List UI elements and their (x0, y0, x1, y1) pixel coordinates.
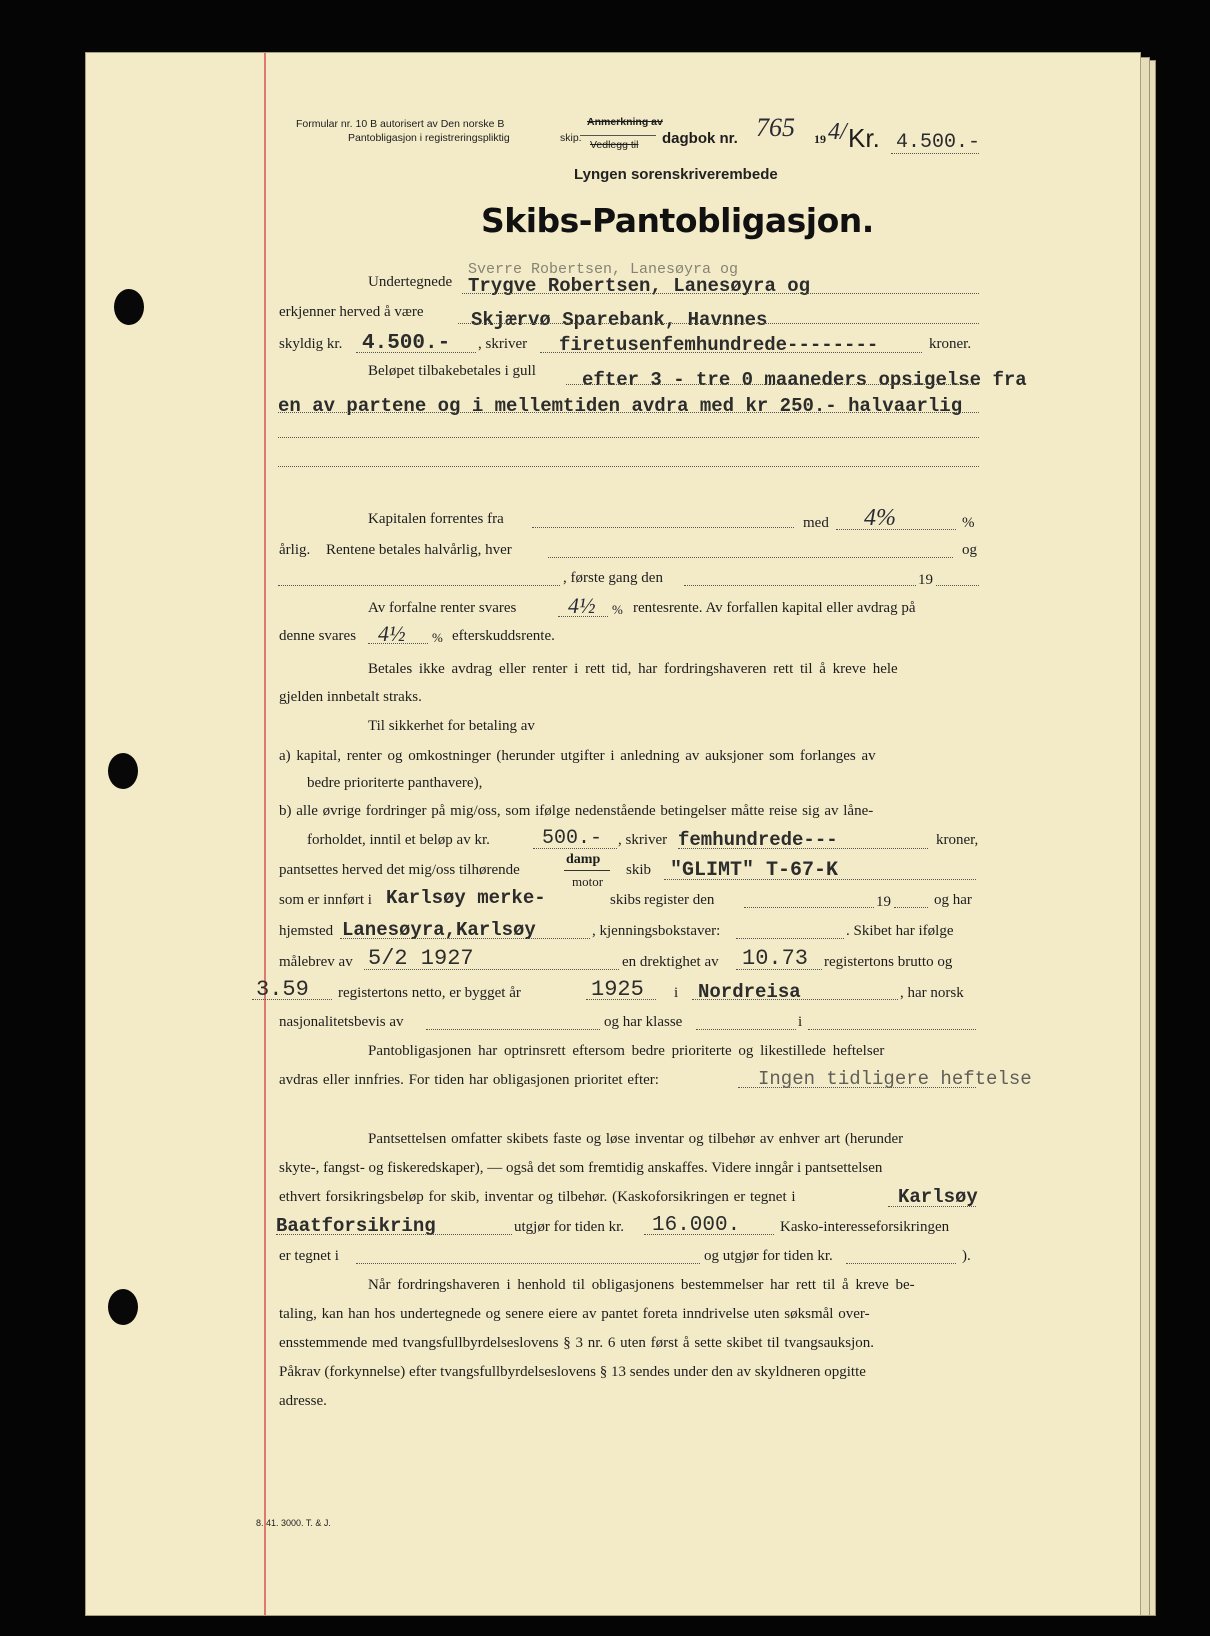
overdue-rate1-line (558, 616, 608, 617)
priority-value: Ingen tidligere heftelse (758, 1068, 1032, 1090)
vessel-register-date-line (744, 907, 874, 908)
security-b2-amount-line (533, 848, 617, 849)
dagbok-label: dagbok nr. (662, 130, 738, 147)
interest-og: og (962, 542, 977, 558)
vessel-hjemsted: Lanesøyra,Karlsøy (342, 919, 536, 941)
footer-print-code: 8. 41. 3000. T. & J. (256, 1518, 331, 1528)
vessel-drektighet-label: en drektighet av (622, 954, 719, 970)
security-b1: b) alle øvrige fordringer på mig/oss, som ifølge nedenstående betingelser måtte reise sig av låne- (279, 803, 874, 819)
dagbok-number: 765 (756, 113, 795, 142)
vessel-hjemsted-line (340, 938, 590, 939)
repayment-line1-rule (566, 384, 979, 385)
vessel-net: 3.59 (256, 977, 309, 1002)
vessel-malebrev-label: målebrev av (279, 954, 353, 970)
betales-line2: gjelden innbetalt straks. (279, 689, 422, 705)
security-intro: Til sikkerhet for betaling av (368, 718, 535, 734)
interest-from-line (532, 527, 794, 528)
punch-hole-bottom (108, 1289, 138, 1325)
priority-line1: Pantobligasjonen har optrinsrett eftersom bedre prioriterte og likestillede heftelser (368, 1043, 885, 1059)
vessel-skibet: . Skibet har ifølge (846, 923, 954, 939)
interest-rate-line (836, 529, 956, 530)
kr-label: Kr. (848, 123, 880, 153)
repayment-line2: en av partene og i mellemtiden avdra med kr 250.- halvaarlig (278, 395, 963, 417)
interest-year-line (936, 585, 979, 586)
overdue-rate2-line (368, 643, 428, 644)
interest-rate: 4% (864, 505, 896, 531)
interest-year: 19 (918, 572, 933, 588)
debt-skriver: , skriver (478, 336, 528, 352)
insurance-line5: er tegnet i (279, 1248, 339, 1264)
overdue-p2a: denne svares (279, 628, 357, 644)
year-suffix: 4/ (828, 119, 847, 145)
document-page (86, 53, 1140, 1615)
punch-hole-top (114, 289, 144, 325)
insurance-insurer1: Karlsøy (898, 1186, 978, 1208)
overdue-rate2: 4½ (378, 621, 406, 646)
debt-amount-line (356, 352, 476, 353)
security-b2-words-line (678, 848, 928, 849)
security-b2-words: femhundrede--- (678, 829, 838, 851)
punch-hole-middle (108, 753, 138, 789)
blank-line-2 (278, 466, 979, 467)
vessel-register-year-line (894, 907, 928, 908)
interest-forste: , første gang den (563, 570, 663, 586)
vessel-og-har: og har (934, 892, 972, 908)
enforcement-line2: taling, kan han hos undertegnede og senere eiere av pantet foreta inndrivelse uten søksmål over- (279, 1306, 870, 1322)
interest-pct: % (962, 515, 975, 531)
interest-med: med (803, 515, 829, 531)
repayment-label: Beløpet tilbakebetales i gull (368, 363, 536, 379)
overdue-p1a: Av forfalne renter svares (368, 600, 517, 616)
dagbok-underline (580, 135, 656, 136)
creditor-name: Skjærvø Sparebank, Havnnes (471, 309, 768, 331)
form-line2: Pantobligasjon i registreringspliktig (348, 132, 510, 144)
document-title: Skibs-Pantobligasjon. (481, 201, 874, 240)
vessel-built-year: 1925 (591, 977, 644, 1002)
security-b2-amount: 500.- (542, 827, 603, 850)
vessel-type-top: damp (566, 852, 601, 867)
vessel-malebrev-date: 5/2 1927 (368, 946, 474, 971)
vessel-i2: i (798, 1014, 803, 1030)
vessel-register-year: 19 (876, 894, 891, 910)
interest-renter-label: Rentene betales halvårlig, hver (326, 542, 512, 558)
vessel-hjemsted-label: hjemsted (279, 923, 334, 939)
overdue-p1b: % (612, 602, 623, 617)
interest-blank-line (278, 585, 560, 586)
creditor-label: erkjenner herved å være (279, 304, 424, 320)
vessel-name: "GLIMT" T-67-K (670, 859, 839, 882)
interest-hver-line (548, 557, 953, 558)
vessel-gross-line (736, 969, 822, 970)
vessel-har-norsk: , har norsk (900, 985, 964, 1001)
vessel-register-word: register den (644, 892, 715, 908)
vessel-klasse-place-line (808, 1029, 976, 1030)
vessel-skibs: skibs (610, 892, 641, 908)
debtor-line (462, 293, 979, 294)
debtor-name: Trygve Robertsen, Lanesøyra og (468, 275, 811, 297)
office-name: Lyngen sorenskriverembede (574, 166, 778, 183)
vessel-i: i (674, 985, 679, 1001)
vessel-klasse-line (696, 1029, 796, 1030)
security-b2-kroner: kroner, (936, 832, 979, 848)
security-a1: a) kapital, renter og omkostninger (herunder utgifter i anledning av auksjoner som forlanges av (279, 748, 876, 764)
insurance-insurer1-line (888, 1206, 976, 1207)
repayment-line1: efter 3 - tre 0 maaneders opsigelse fra (582, 369, 1027, 391)
vessel-og-har-klasse: og har klasse (604, 1014, 683, 1030)
vessel-nasjonalitet-line (426, 1029, 600, 1030)
insurance-amount: 16.000. (652, 1214, 741, 1237)
vessel-kjenning-label: , kjenningsbokstaver: (592, 923, 721, 939)
insurance-line2: skyte-, fangst- og fiskeredskaper), — også det som fremtidig anskaffes. Videre inngår i pantsettelsen (279, 1160, 883, 1176)
vessel-kjenning-line (736, 938, 844, 939)
vessel-name-line (664, 879, 976, 880)
insurance-line5b: og utgjør for tiden kr. (704, 1248, 833, 1264)
security-b2-label: forholdet, inntil et beløp av kr. (307, 832, 490, 848)
header-amount-line (891, 153, 979, 154)
vessel-nasjonalitet: nasjonalitetsbevis av (279, 1014, 404, 1030)
vessel-netto: registertons netto, er bygget år (338, 985, 521, 1001)
security-b2-skriver: , skriver (618, 832, 668, 848)
vedlegg-label: Vedlegg til (590, 139, 639, 151)
vessel-skib: skib (626, 862, 652, 878)
insurance-line3: ethvert forsikringsbeløp for skib, inventar og tilbehør. (Kaskoforsikringen er tegnet i (279, 1189, 796, 1205)
vessel-built-place: Nordreisa (698, 981, 801, 1003)
insurance-line5c: ). (962, 1248, 971, 1264)
vessel-registered-label: som er innført i (279, 892, 372, 908)
betales-line1: Betales ikke avdrag eller renter i rett tid, har fordringshaveren rett til å kreve hele (368, 661, 898, 677)
security-a2: bedre prioriterte panthavere), (307, 775, 483, 791)
enforcement-line1: Når fordringshaveren i henhold til obligasjonens bestemmelser har rett til å kreve be- (368, 1277, 915, 1293)
interest-arlig: årlig. (279, 542, 311, 558)
form-line1: Formular nr. 10 B autorisert av Den norske B (296, 118, 505, 130)
creditor-line (458, 323, 979, 324)
insurance-line4b: Kasko-interesseforsikringen (780, 1219, 950, 1235)
overdue-p1c: rentesrente. Av forfallen kapital eller avdrag på (633, 600, 916, 616)
form-line1-end: skip. (560, 132, 582, 144)
vessel-built-place-line (692, 999, 898, 1000)
blank-line-1 (278, 437, 979, 438)
margin-line (264, 53, 266, 1615)
anmerkning-label: Anmerkning av (587, 116, 663, 128)
insurance-insurer2: Baatforsikring (276, 1215, 436, 1237)
repayment-line2-rule (278, 412, 979, 413)
vessel-built-year-line (586, 999, 656, 1000)
overdue-p2c: efterskuddsrente. (452, 628, 555, 644)
insurance-utgjor-line (846, 1263, 956, 1264)
year-prefix: 19 (814, 132, 826, 146)
insurance-line4: utgjør for tiden kr. (514, 1219, 624, 1235)
debt-words: firetusenfemhundrede-------- (559, 334, 879, 356)
insurance-tegnet-line (356, 1263, 700, 1264)
enforcement-line3: ensstemmende med tvangsfullbyrdelseslovens § 3 nr. 6 uten først å sette skibet til tvangsauksjon. (279, 1335, 874, 1351)
debt-amount: 4.500.- (362, 332, 451, 355)
insurance-insurer2-line (276, 1234, 512, 1235)
vessel-type-divider (564, 870, 610, 871)
debt-label: skyldig kr. (279, 336, 343, 352)
vessel-gross: 10.73 (742, 946, 809, 971)
insurance-line1: Pantsettelsen omfatter skibets faste og løse inventar og tilbehør av enhver art (herunder (368, 1131, 904, 1147)
debt-kroner: kroner. (929, 336, 972, 352)
overdue-rate1: 4½ (568, 593, 596, 618)
debtor-label: Undertegnede (368, 274, 453, 290)
enforcement-line5: adresse. (279, 1393, 327, 1409)
vessel-net-line (252, 999, 332, 1000)
insurance-amount-line (644, 1234, 774, 1235)
vessel-brutto: registertons brutto og (824, 954, 953, 970)
interest-label: Kapitalen forrentes fra (368, 511, 504, 527)
vessel-type-bottom: motor (572, 874, 604, 889)
vessel-register-place: Karlsøy merke- (386, 887, 546, 909)
debt-words-line (540, 352, 922, 353)
vessel-malebrev-line (364, 969, 619, 970)
priority-line (738, 1087, 976, 1088)
enforcement-line4: Påkrav (forkynnelse) efter tvangsfullbyrdelseslovens § 13 sendes under den av skyldneren opgitte (279, 1364, 866, 1380)
vessel-pledge-label: pantsettes herved det mig/oss tilhørende (279, 862, 520, 878)
interest-date-line (684, 585, 916, 586)
priority-line2: avdras eller innfries. For tiden har obligasjonen prioritet efter: (279, 1072, 659, 1088)
header-amount: 4.500.- (896, 131, 981, 154)
overdue-p2b: % (432, 630, 443, 645)
debtor-struck-name: Sverre Robertsen, Lanesøyra og (468, 261, 739, 278)
